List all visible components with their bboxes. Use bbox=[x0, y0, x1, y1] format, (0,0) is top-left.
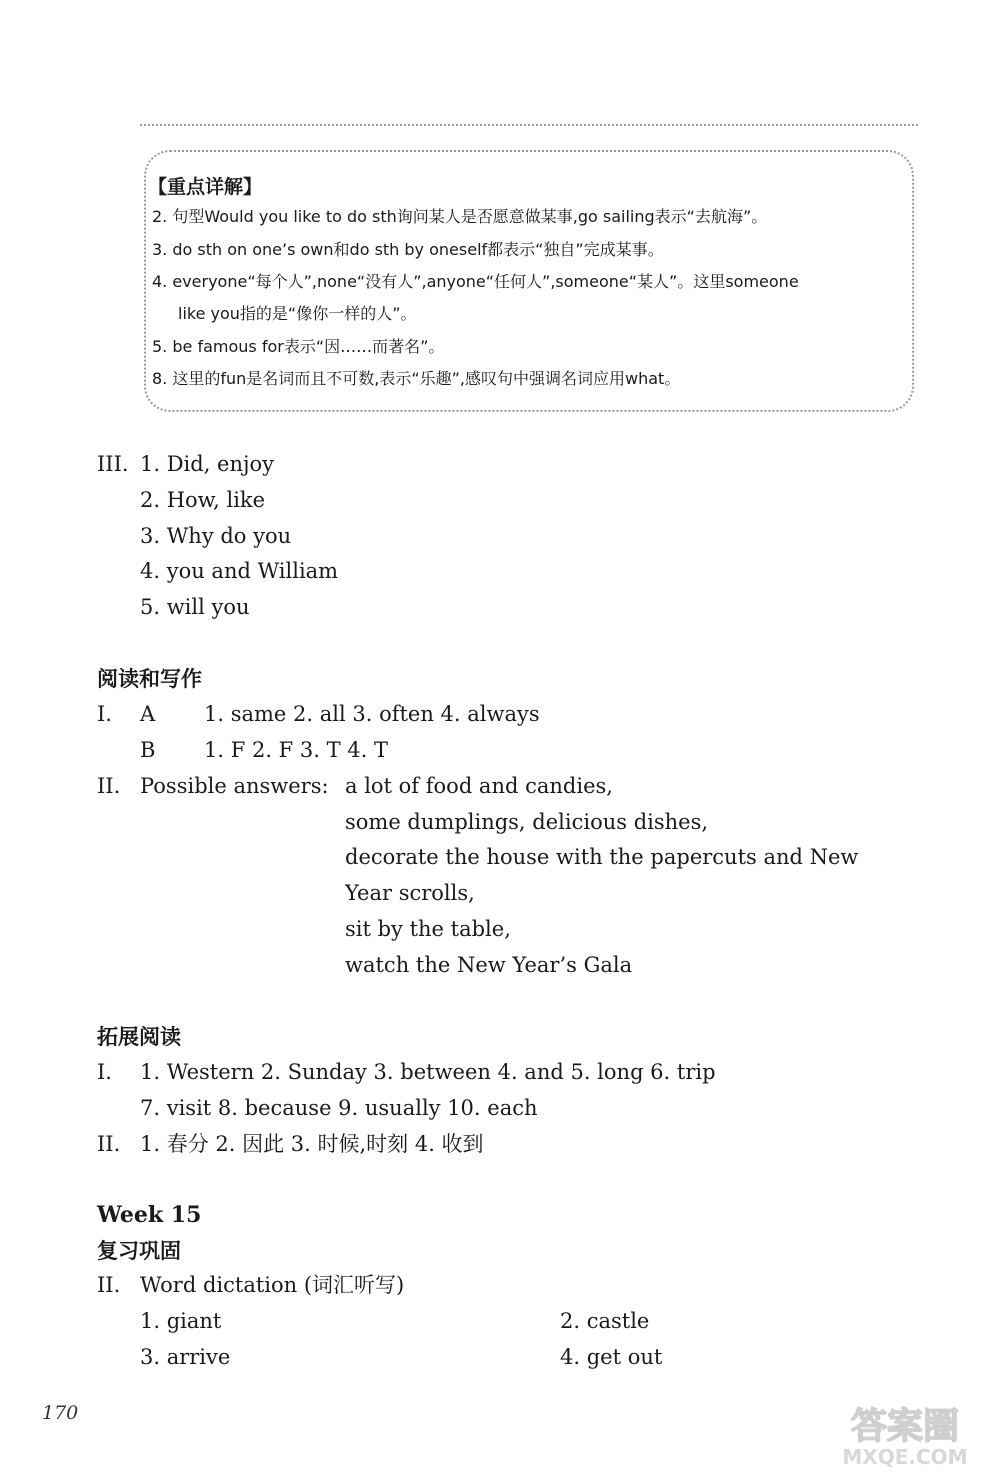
part-letter: A bbox=[140, 702, 156, 726]
note-item: 2. 句型Would you like to do sth询问某人是否愿意做某事,go sailing表示“去航海”。 bbox=[152, 207, 768, 226]
key-points-title: 【重点详解】 bbox=[148, 176, 263, 198]
answer-line: 4. get out bbox=[560, 1345, 663, 1369]
watermark-logo-icon bbox=[820, 1400, 990, 1470]
answer-line: some dumplings, delicious dishes, bbox=[345, 810, 709, 834]
word-dictation-title: Word dictation (词汇听写) bbox=[140, 1273, 405, 1297]
watermark-text: 答案圈 bbox=[850, 1406, 960, 1447]
section-heading: 拓展阅读 bbox=[97, 1025, 181, 1049]
answer-line: Year scrolls, bbox=[345, 881, 475, 905]
answer-line: 1. F 2. F 3. T 4. T bbox=[204, 738, 389, 762]
possible-answers-label: Possible answers: bbox=[140, 774, 329, 798]
answer-line: decorate the house with the papercuts and New bbox=[345, 845, 859, 869]
answer-line: 5. will you bbox=[140, 595, 250, 619]
answer-line: 2. How, like bbox=[140, 488, 266, 512]
answer-line: 1. Western 2. Sunday 3. between 4. and 5. long 6. trip bbox=[140, 1060, 716, 1084]
watermark-url: MXQE.COM bbox=[842, 1445, 968, 1469]
page-number: 170 bbox=[42, 1402, 79, 1424]
section-label: II. bbox=[97, 1132, 121, 1156]
answer-line: 3. Why do you bbox=[140, 524, 292, 548]
answer-line: a lot of food and candies, bbox=[345, 774, 613, 798]
note-item: 5. be famous for表示“因……而著名”。 bbox=[152, 337, 445, 356]
answer-line: 1. Did, enjoy bbox=[140, 452, 275, 476]
note-item: like you指的是“像你一样的人”。 bbox=[178, 304, 417, 323]
top-dotted-divider bbox=[140, 124, 918, 126]
answer-line: 7. visit 8. because 9. usually 10. each bbox=[140, 1096, 538, 1120]
note-item: 4. everyone“每个人”,none“没有人”,anyone“任何人”,someone“某人”。这里someone bbox=[152, 272, 799, 291]
answer-line: 1. 春分 2. 因此 3. 时候,时刻 4. 收到 bbox=[140, 1132, 484, 1156]
answer-line: watch the New Year’s Gala bbox=[345, 953, 633, 977]
answer-line: 1. same 2. all 3. often 4. always bbox=[204, 702, 540, 726]
note-item: 3. do sth on one’s own和do sth by oneself都表示“独自”完成某事。 bbox=[152, 240, 664, 259]
section-heading: 阅读和写作 bbox=[97, 667, 202, 691]
part-letter: B bbox=[140, 738, 156, 762]
section-label: II. bbox=[97, 774, 121, 798]
answer-line: 3. arrive bbox=[140, 1345, 231, 1369]
section-label: III. bbox=[97, 452, 129, 476]
section-label: II. bbox=[97, 1273, 121, 1297]
answer-line: 4. you and William bbox=[140, 559, 339, 583]
section-heading: 复习巩固 bbox=[97, 1239, 181, 1263]
answer-line: 2. castle bbox=[560, 1309, 650, 1333]
section-label: I. bbox=[97, 1060, 112, 1084]
note-item: 8. 这里的fun是名词而且不可数,表示“乐趣”,感叹句中强调名词应用what。 bbox=[152, 369, 681, 388]
section-label: I. bbox=[97, 702, 112, 726]
answer-line: 1. giant bbox=[140, 1309, 222, 1333]
answer-line: sit by the table, bbox=[345, 917, 511, 941]
week-title: Week 15 bbox=[97, 1202, 202, 1228]
